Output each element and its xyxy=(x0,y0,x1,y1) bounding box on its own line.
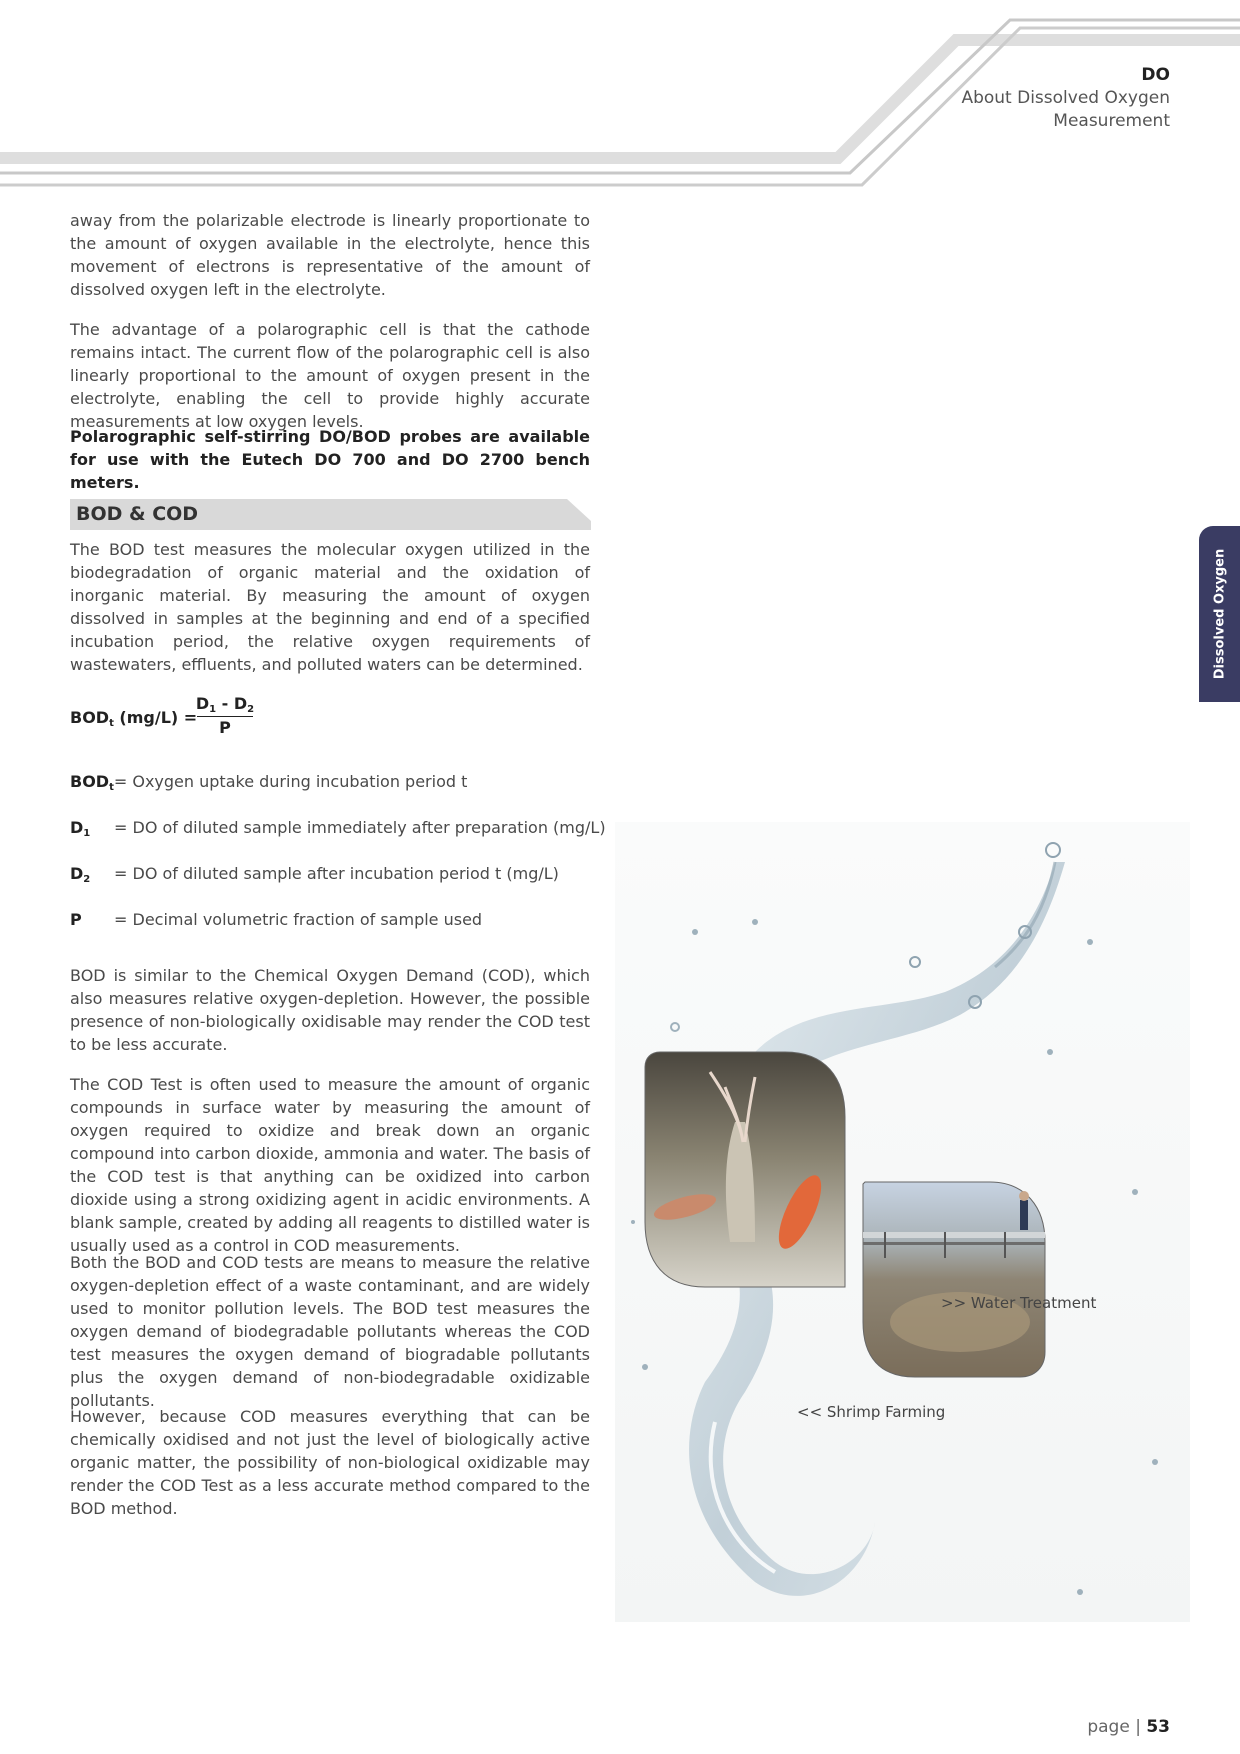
formula-lhs xyxy=(70,708,197,729)
paragraph-bod-cod-comparison: Both the BOD and COD tests are means to measure the relative oxygen-depletion effect of a waste contaminant, and are widely used to monitor pollution levels. The BOD test measures the oxygen demand of biodegradable pollutants whereas the COD test measures the oxygen demand of biogradable pollutants plus the oxygen demand of non-biodegradable oxidizable pollutants. xyxy=(70,1253,590,1410)
definition-equals: = xyxy=(114,910,133,929)
definition-symbol-sub: 1 xyxy=(83,828,91,839)
paragraph-polarographic-advantage: The advantage of a polarographic cell is that the cathode remains intact. The current flow of the polarographic cell is also linearly proportional to the amount of oxygen present in the electrolyte, enabling the cell to provide highly accurate measurements at low oxygen levels. xyxy=(70,320,590,431)
definition-symbol: P xyxy=(70,910,82,929)
definition-bod-t xyxy=(70,772,467,793)
definition-symbol: D xyxy=(70,818,84,837)
page-number xyxy=(1087,1717,1170,1737)
paragraph-cod-limitations: However, because COD measures everything that can be chemically oxidised and not just the level of biologically active organic matter, the possibility of non-biological oxidizable may render the COD Test as a less accurate method compared to the BOD method. xyxy=(70,1407,590,1518)
formula-numerator xyxy=(195,692,255,716)
header-title-line2: Measurement xyxy=(1053,111,1170,131)
caption-shrimp-farming: << Shrimp Farming xyxy=(797,1403,946,1421)
formula-num-d1-sub: 1 xyxy=(209,704,217,715)
paragraph-probe-availability: Polarographic self-stirring DO/BOD probes are available for use with the Eutech DO 700 and DO 2700 bench meters. xyxy=(70,427,590,492)
definition-p xyxy=(70,910,482,929)
formula-num-d2-sub: 2 xyxy=(247,704,255,715)
water-treatment-photo xyxy=(863,1182,1045,1377)
side-tab-label: Dissolved Oxygen xyxy=(1212,548,1227,680)
formula-num-d1: D xyxy=(195,694,210,713)
header-title-block xyxy=(961,64,1170,133)
formula-lhs-unit: (mg/L) = xyxy=(113,708,198,727)
definition-text: DO of diluted sample after incubation period t (mg/L) xyxy=(132,864,559,883)
header-title-line1: About Dissolved Oxygen xyxy=(961,88,1170,108)
formula-lhs-sub: t xyxy=(109,718,114,729)
definition-symbol-sub: t xyxy=(109,782,114,793)
definition-text: Oxygen uptake during incubation period t xyxy=(132,772,468,791)
page-number-value: 53 xyxy=(1146,1717,1170,1737)
header-code: DO xyxy=(1141,65,1170,85)
definition-d1 xyxy=(70,818,606,839)
paragraph-bod-vs-cod: BOD is similar to the Chemical Oxygen Demand (COD), which also measures relative oxygen-depletion. However, the possible presence of non-biologically oxidisable may render the COD test to be less accurate. xyxy=(70,966,590,1054)
side-tab-dissolved-oxygen[interactable] xyxy=(1199,526,1240,702)
formula-fraction xyxy=(195,692,255,739)
definition-equals: = xyxy=(114,864,133,883)
definition-equals: = xyxy=(114,818,133,837)
section-heading-text: BOD & COD xyxy=(76,503,199,525)
definition-text: Decimal volumetric fraction of sample used xyxy=(132,910,483,929)
definition-symbol: BOD xyxy=(70,772,110,791)
paragraph-cod-test: The COD Test is often used to measure the amount of organic compounds in surface water by measuring the amount of oxygen required to oxidize and break down an organic compound into carbon dioxide, ammonia and water. The basis of the COD test is that anything can be oxidized into carbon dioxide using a strong oxidizing agent in acidic environments. A blank sample, created by adding all reagents to distilled water is usually used as a control in COD measurements. xyxy=(70,1075,590,1255)
formula-denominator: P xyxy=(219,718,231,737)
formula-minus: - xyxy=(216,694,234,713)
definition-d2 xyxy=(70,864,559,885)
formula-lhs-base: BOD xyxy=(70,708,110,727)
definition-symbol: D xyxy=(70,864,84,883)
paragraph-bod-test: The BOD test measures the molecular oxygen utilized in the biodegradation of organic material and the oxidation of inorganic material. By measuring the amount of oxygen dissolved in samples at the beginning and end of a specified incubation period, the relative oxygen requirements of wastewaters, effluents, and polluted waters can be determined. xyxy=(70,540,590,674)
formula-num-d2: D xyxy=(233,694,248,713)
definition-equals: = xyxy=(113,772,133,791)
page-label: page | xyxy=(1087,1717,1147,1737)
shrimp-farming-photo xyxy=(645,1052,845,1287)
definition-text: DO of diluted sample immediately after preparation (mg/L) xyxy=(132,818,606,837)
paragraph-electrode: away from the polarizable electrode is linearly proportionate to the amount of oxygen available in the electrolyte, hence this movement of electrons is representative of the amount of dissolved oxygen left in the electrolyte. xyxy=(70,211,590,299)
caption-water-treatment: >> Water Treatment xyxy=(941,1294,1097,1312)
water-splash-illustration xyxy=(615,822,1190,1622)
section-heading-bod-cod xyxy=(70,499,591,530)
definition-symbol-sub: 2 xyxy=(83,874,91,885)
